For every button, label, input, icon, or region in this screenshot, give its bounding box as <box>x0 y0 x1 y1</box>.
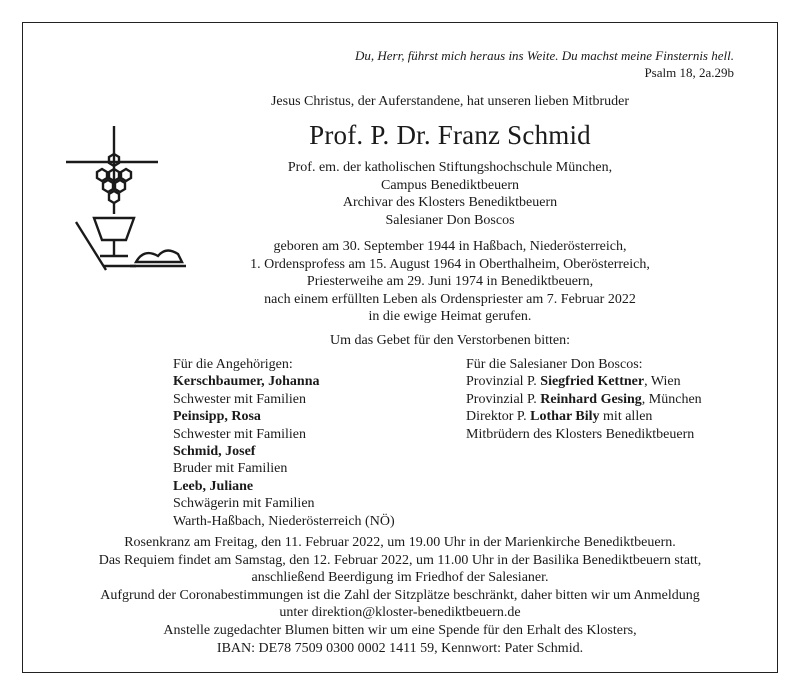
footer-line: IBAN: DE78 7509 0300 0002 1411 59, Kennwort: Pater Schmid. <box>216 640 584 656</box>
order-member-name: Lothar Bily <box>530 409 600 425</box>
intro-text: Jesus Christus, der Auferstandene, hat unseren lieben Mitbruder <box>270 94 630 109</box>
bio-line: nach einem erfüllten Leben als Ordenspriester am 7. Februar 2022 <box>264 291 636 307</box>
motto-reference: Psalm 18, 2a.29b <box>644 65 734 80</box>
relative-desc: Schwägerin mit Familien <box>173 496 315 512</box>
prayer-request: Um das Gebet für den Verstorbenen bitten: <box>329 333 570 348</box>
order-member-name: Reinhard Gesing <box>540 391 642 407</box>
bio-line: in die ewige Heimat gerufen. <box>368 309 532 324</box>
relative-desc: Schwester mit Familien <box>173 426 306 442</box>
bio-line: Priesterweihe am 29. Juni 1974 in Benediktbeuern, <box>306 274 594 289</box>
order-column <box>466 356 702 443</box>
order-last-line: Mitbrüdern des Klosters Benediktbeuern <box>466 426 695 442</box>
footer-line: Anstelle zugedachter Blumen bitten wir um eine Spende für den Erhalt des Klosters, <box>163 622 637 638</box>
order-line <box>466 391 702 408</box>
relative-name: Schmid, Josef <box>173 444 256 460</box>
bio-line: 1. Ordensprofess am 15. August 1964 in Oberthalheim, Oberösterreich, <box>250 256 650 272</box>
title-line: Campus Benediktbeuern <box>380 177 520 193</box>
footer-line: Das Requiem findet am Samstag, den 12. Februar 2022, um 11.00 Uhr in der Basilika Benediktbeuern statt, <box>98 552 702 568</box>
relative-name: Peinsipp, Rosa <box>173 409 261 425</box>
titles-block <box>190 159 710 229</box>
bio-line: geboren am 30. September 1944 in Haßbach, Niederösterreich, <box>273 239 627 254</box>
title-line: Salesianer Don Boscos <box>385 212 515 228</box>
deceased-name: Prof. P. Dr. Franz Schmid <box>309 120 591 150</box>
relative-desc: Bruder mit Familien <box>173 461 288 477</box>
family-place: Warth-Haßbach, Niederösterreich (NÖ) <box>173 513 395 529</box>
order-role: Provinzial P. <box>466 374 541 390</box>
family-column <box>173 356 395 530</box>
bio-block <box>190 238 710 326</box>
order-line <box>466 373 702 390</box>
order-member-name: Siegfried Kettner <box>540 374 645 390</box>
order-role: Provinzial P. <box>466 391 541 407</box>
relative-desc: Schwester mit Familien <box>173 391 306 407</box>
order-place: , München <box>641 391 702 407</box>
title-line: Prof. em. der katholischen Stiftungshochschule München, <box>287 160 613 175</box>
order-line <box>466 408 702 425</box>
title-line: Archivar des Klosters Benediktbeuern <box>342 195 558 210</box>
order-role: Direktor P. <box>466 409 531 425</box>
footer-line: anschließend Beerdigung im Friedhof der Salesianer. <box>251 570 549 586</box>
relative-name: Leeb, Juliane <box>173 478 254 494</box>
footer-line: unter direktion@kloster-benediktbeuern.de <box>279 605 521 621</box>
order-heading: Für die Salesianer Don Boscos: <box>466 357 643 372</box>
family-heading: Für die Angehörigen: <box>173 357 293 372</box>
footer-line: Rosenkranz am Freitag, den 11. Februar 2022, um 19.00 Uhr in der Marienkirche Benediktbeuern. <box>124 535 676 550</box>
motto-quote: Du, Herr, führst mich heraus ins Weite. Du machst meine Finsternis hell. <box>354 48 734 63</box>
relative-name: Kerschbaumer, Johanna <box>173 374 320 390</box>
motto <box>355 47 734 81</box>
order-place: mit allen <box>599 409 653 425</box>
service-details <box>30 534 770 657</box>
cross-grapes-chalice-bread-icon <box>66 122 196 282</box>
footer-line: Aufgrund der Coronabestimmungen ist die Zahl der Sitzplätze beschränkt, daher bitten wir um Anmeldung <box>100 587 700 603</box>
order-place: , Wien <box>644 374 681 390</box>
